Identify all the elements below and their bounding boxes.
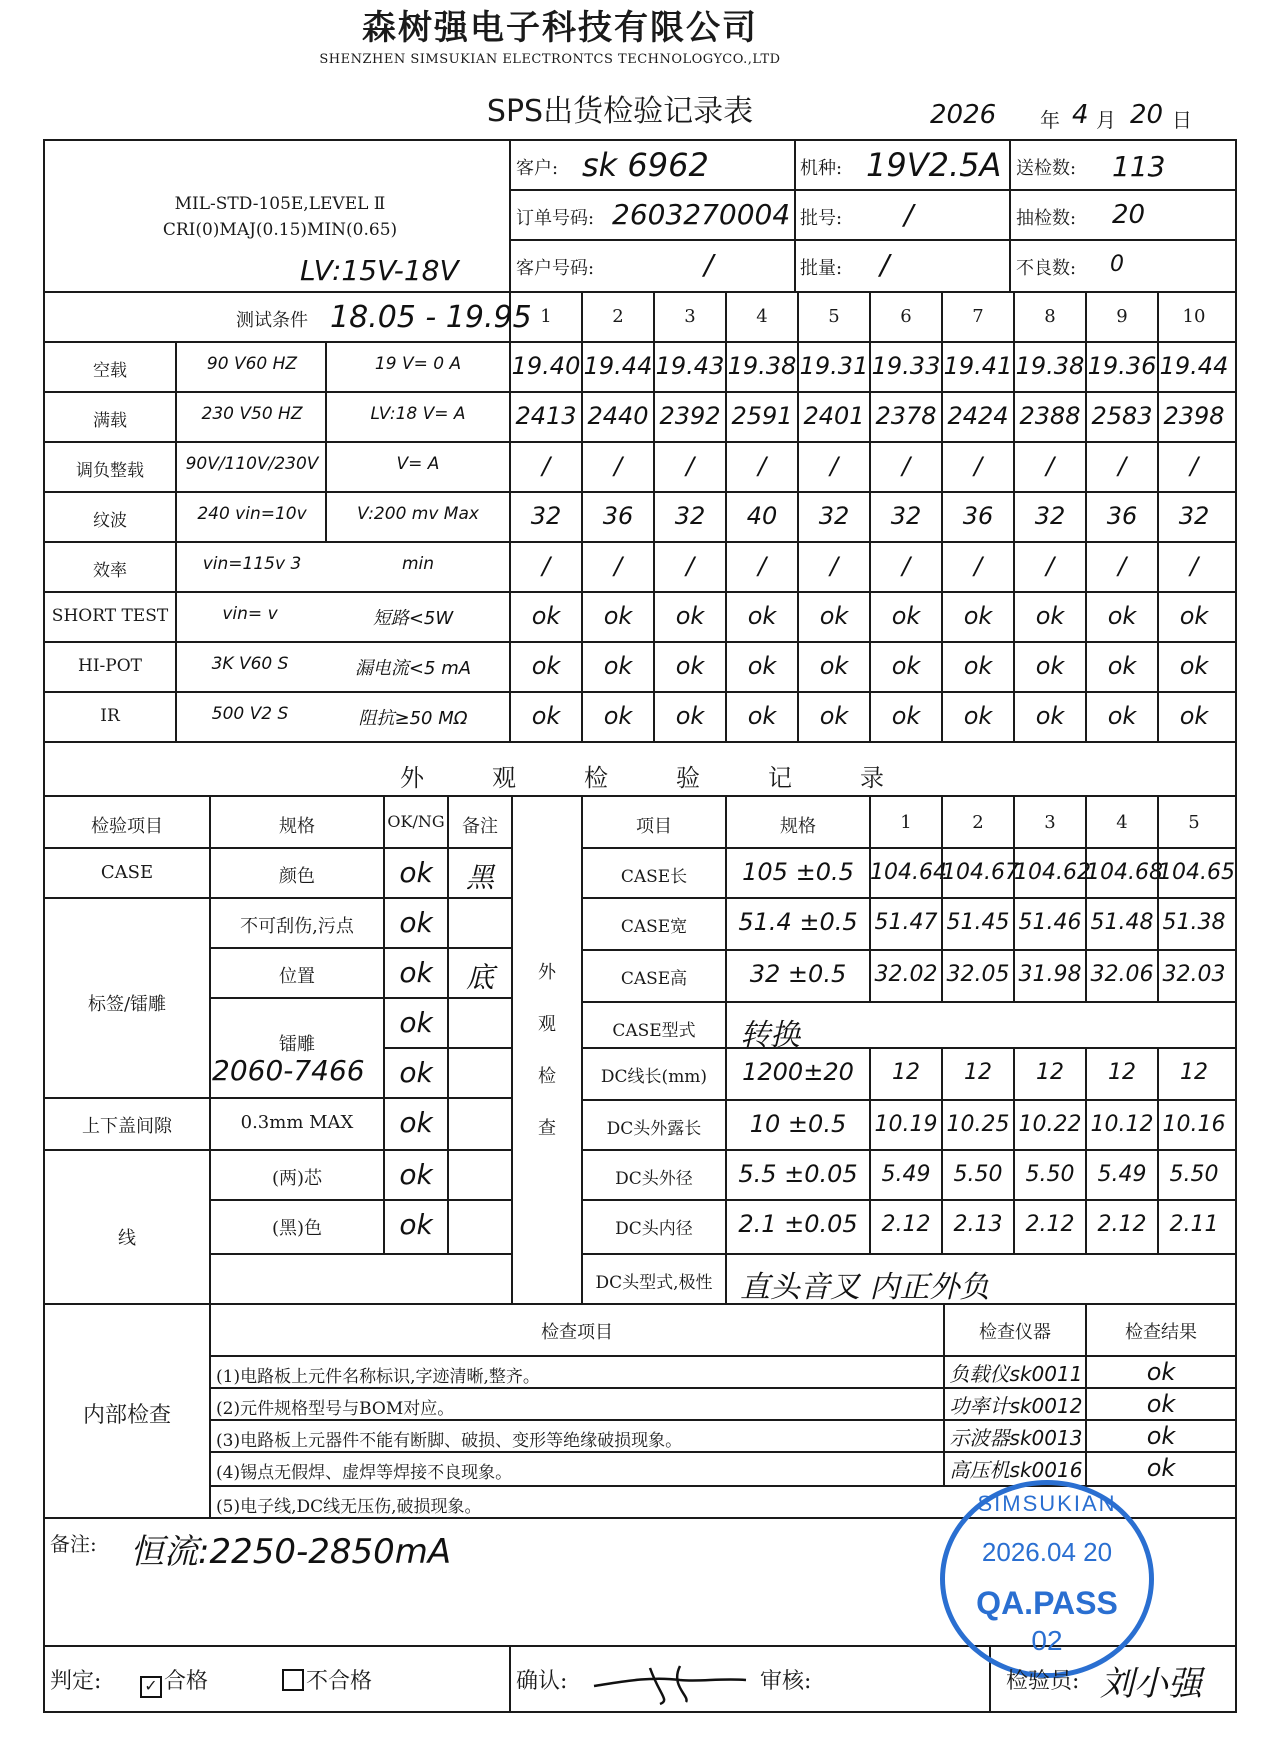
test-row-name: IR [100,706,120,726]
appearance-measure: 32.06 [1090,962,1154,987]
appearance-col-5: 5 [1188,812,1200,833]
internal-result: ok [1146,1454,1176,1482]
test-value: 2591 [731,402,793,430]
defect-label: 不良数: [1016,258,1077,279]
std-level: MIL-STD-105E,LEVEL Ⅱ [174,194,386,214]
test-value: 32 [1034,502,1066,530]
customer-value: sk 6962 [582,146,709,184]
test-value: ok [531,702,561,730]
test-value: ok [963,702,993,730]
appearance-spec-value: 1200±20 [742,1058,854,1086]
test-row-name: HI-POT [78,656,142,676]
appearance-okng: ok [399,1056,433,1089]
appearance-spec: 镭雕 [279,1034,315,1055]
test-value: / [757,452,767,480]
batch-value: / [904,198,914,231]
appearance-measure: 12 [1108,1060,1136,1085]
appearance-measure: 5.50 [953,1162,1003,1187]
test-value: / [829,452,839,480]
appearance-measure: 12 [892,1060,920,1085]
appearance-measure: 12 [1180,1060,1208,1085]
appearance-measure: 5.50 [1169,1162,1219,1187]
appearance-measure: 10.22 [1018,1112,1082,1137]
test-value: 19.38 [1015,352,1085,380]
appearance-note: 底 [465,961,494,994]
internal-check-item: (1)电路板上元件名称标识,字迹清晰,整齐。 [216,1367,540,1387]
test-value: ok [891,652,921,680]
appearance-note: 黑 [465,861,494,894]
company-name-en: SHENZHEN SIMSUKIAN ELECTRONTCS TECHNOLOGYCO.,LTD [319,52,781,67]
test-row-spec: 阻抗≥50 MΩ [358,708,468,729]
appearance-group: CASE [100,862,154,883]
test-row-condition: 240 vin=10v [197,504,307,524]
test-value: 19.31 [799,352,869,380]
test-value: / [541,452,551,480]
appearance-measure: 10.16 [1162,1112,1226,1137]
appearance-measure: 2.13 [953,1212,1003,1237]
test-row-name: 调负整载 [76,461,144,481]
test-value: / [1117,452,1127,480]
internal-result: ok [1146,1390,1176,1418]
test-value: / [685,452,695,480]
stamp-number: 02 [1031,1625,1063,1656]
appearance-item: DC线长(mm) [600,1067,708,1087]
appearance-measure: 104.67 [942,860,1019,885]
appearance-measure: 12 [964,1060,992,1085]
test-value: / [973,552,983,580]
appearance-okng: ok [399,906,433,939]
appearance-measure: 2.12 [1097,1212,1147,1237]
batch-label: 批号: [800,208,843,229]
appearance-measure: 5.49 [881,1162,931,1187]
test-value: / [1189,552,1199,580]
appearance-measure: 10.25 [946,1112,1010,1137]
stamp-pass: QA.PASS [976,1585,1118,1621]
test-value: 19.40 [511,352,581,380]
test-value: 19.38 [727,352,797,380]
custno-label: 客户号码: [516,258,595,279]
test-row-spec: LV:18 V= A [370,404,466,424]
appearance-measure: 32.03 [1162,962,1226,987]
confirm-signature [590,1656,750,1706]
test-row-name: 满载 [93,411,127,431]
order-label: 订单号码: [516,208,595,229]
fail-checkbox[interactable] [282,1669,304,1691]
test-col-4: 4 [756,306,768,327]
stamp-date: 2026.04 20 [981,1537,1113,1567]
test-value: ok [531,602,561,630]
appearance-vertical-char: 检 [538,1066,556,1087]
appearance-spec-value: 51.4 ±0.5 [738,908,858,936]
internal-check-item: (3)电路板上元器件不能有断脚、破损、变形等绝缘破损现象。 [216,1431,683,1451]
test-value: / [685,552,695,580]
day-char: 日 [1172,108,1192,132]
appearance-measure: 10.19 [874,1112,938,1137]
test-value: 32 [1178,502,1210,530]
test-value: 19.36 [1087,352,1157,380]
test-value: 19.44 [583,352,653,380]
test-value: 36 [602,502,634,530]
test-value: ok [1179,602,1209,630]
internal-instrument: 负载仪sk0011 [949,1362,1083,1386]
test-value: / [1045,552,1055,580]
test-col-5: 5 [828,306,840,327]
appearance-measure: 104.65 [1158,860,1235,885]
appearance-group: 上下盖间隙 [82,1116,172,1137]
appearance-item: DC头型式,极性 [595,1273,713,1293]
appearance-item: CASE型式 [612,1021,696,1041]
date-day: 20 [1130,100,1164,130]
appearance-vertical-char: 外 [538,962,556,983]
test-col-6: 6 [900,306,912,327]
test-value: 36 [962,502,994,530]
appearance-measure: 12 [1036,1060,1064,1085]
appearance-okng: ok [399,1208,433,1241]
appearance-item: CASE宽 [620,917,688,937]
test-value: ok [603,652,633,680]
test-row-spec: V:200 mv Max [357,504,479,524]
test-col-8: 8 [1044,306,1056,327]
appearance-measure: 31.98 [1018,962,1082,987]
test-col-1: 1 [540,306,552,327]
appearance-col-3: 3 [1044,812,1056,833]
test-value: 32 [530,502,562,530]
appearance-spec-value: 105 ±0.5 [742,858,854,886]
appearance-item: DC头内径 [615,1219,693,1239]
test-value: ok [891,702,921,730]
test-value: ok [1107,652,1137,680]
order-value: 2603270004 [612,198,791,231]
test-value: ok [531,652,561,680]
test-value: ok [891,602,921,630]
sample-label: 抽检数: [1016,208,1077,229]
test-value: 2440 [587,402,649,430]
test-value: 2392 [659,402,721,430]
appearance-spec-value: 转换 [740,1018,800,1053]
appearance-measure: 5.50 [1025,1162,1075,1187]
appearance-spec: 颜色 [279,866,315,887]
test-row-condition: 90V/110V/230V [185,454,319,474]
internal-instrument: 示波器sk0013 [949,1426,1083,1450]
internal-check-item: (2)元件规格型号与BOM对应。 [216,1399,455,1419]
internal-result: ok [1146,1422,1176,1450]
sample-value: 20 [1112,200,1146,230]
test-value: / [1045,452,1055,480]
appearance-item: DC头外露长 [606,1119,702,1139]
qa-pass-stamp [940,1480,1154,1678]
test-row-name: 空载 [93,361,127,381]
test-value: 32 [890,502,922,530]
test-value: 2583 [1091,402,1153,430]
appearance-measure: 104.64 [870,860,947,885]
test-value: / [541,552,551,580]
appearance-spec-value: 10 ±0.5 [749,1110,847,1138]
pass-label: 合格 [164,1669,209,1694]
appearance-spec-value: 直头音叉 内正外负 [740,1270,990,1305]
test-row-name: SHORT TEST [51,606,169,626]
test-value: ok [819,652,849,680]
test-value: 2424 [947,402,1009,430]
appearance-measure: 51.48 [1090,910,1154,935]
test-value: ok [819,702,849,730]
appearance-measure: 5.49 [1097,1162,1147,1187]
appearance-spec: 不可刮伤,污点 [240,916,354,937]
test-value: 19.43 [655,352,725,380]
test-value: 32 [674,502,706,530]
test-value: ok [747,652,777,680]
fail-label: 不合格 [306,1669,373,1694]
appearance-okng: ok [399,1006,433,1039]
appearance-measure: 32.05 [946,962,1010,987]
appearance-spec: (黑)色 [271,1218,323,1239]
appearance-banner-char: 外 [400,764,424,792]
test-value: ok [1035,602,1065,630]
test-value: 2413 [515,402,577,430]
appearance-okng: ok [399,956,433,989]
test-value: / [829,552,839,580]
test-row-spec: 漏电流<5 mA [354,658,472,679]
test-value: ok [963,602,993,630]
test-value: ok [1107,602,1137,630]
test-row-name: 效率 [93,561,127,581]
sent-label: 送检数: [1016,158,1077,179]
defect-value: 0 [1110,252,1124,277]
test-row-condition: vin=115v 3 [202,554,302,574]
appearance-group: 线 [118,1228,136,1249]
test-value: 32 [818,502,850,530]
appearance-okng: ok [399,1106,433,1139]
test-value: 2398 [1163,402,1225,430]
test-row-spec: V= A [396,454,440,474]
appearance-spec: (两)芯 [271,1168,323,1189]
test-value: 2378 [875,402,937,430]
test-value: ok [1035,702,1065,730]
test-value: 19.44 [1159,352,1229,380]
test-value: ok [675,602,705,630]
sent-value: 113 [1112,150,1166,183]
test-col-7: 7 [972,306,984,327]
test-col-2: 2 [612,306,624,327]
appearance-measure: 2.12 [881,1212,931,1237]
internal-check-item: (5)电子线,DC线无压伤,破损现象。 [216,1497,482,1517]
appearance-measure: 2.11 [1169,1212,1219,1237]
test-col-10: 10 [1182,306,1206,327]
review-label: 审核: [760,1669,812,1694]
appearance-okng: ok [399,856,433,889]
internal-instrument: 功率计sk0012 [949,1394,1083,1418]
qty-value: / [880,248,890,281]
model-label: 机种: [800,158,843,179]
appearance-banner-char: 观 [492,764,516,792]
date-month: 4 [1072,100,1089,130]
remarks-label: 备注: [50,1532,97,1556]
appearance-measure: 10.12 [1090,1112,1154,1137]
test-value: / [1117,552,1127,580]
test-value: ok [819,602,849,630]
test-value: 19.33 [871,352,941,380]
head-inspect-item: 检验项目 [91,816,163,837]
appearance-spec-value: 5.5 ±0.05 [738,1160,858,1188]
company-name-cn: 森树强电子科技有限公司 [362,8,758,48]
test-value: / [1189,452,1199,480]
test-value: ok [675,702,705,730]
internal-head-item: 检查项目 [541,1322,613,1343]
appearance-col-2: 2 [972,812,984,833]
internal-instrument: 高压机sk0016 [949,1458,1083,1482]
test-value: 40 [746,502,778,530]
confirm-label: 确认: [516,1669,568,1694]
test-row-condition: vin= v [222,604,278,624]
test-value: 2388 [1019,402,1081,430]
appearance-measure: 51.45 [946,910,1010,935]
appearance-measure: 51.46 [1018,910,1082,935]
appearance-spec: 0.3mm MAX [240,1112,354,1133]
appearance-banner-char: 记 [768,764,792,792]
judge-pass[interactable] [140,1664,208,1698]
inspector-label: 检验员: [1006,1669,1080,1694]
test-value: / [901,452,911,480]
judge-fail[interactable] [282,1664,372,1695]
appearance-measure: 104.62 [1014,860,1091,885]
appearance-measure: 51.38 [1162,910,1226,935]
appearance-banner-char: 检 [584,764,608,792]
appearance-spec-value: 32 ±0.5 [749,960,847,988]
test-value: / [757,552,767,580]
test-col-3: 3 [684,306,696,327]
appearance-okng: ok [399,1158,433,1191]
test-value: ok [1035,652,1065,680]
appearance-group: 标签/镭雕 [87,994,167,1015]
test-row-condition: 3K V60 S [211,654,289,674]
test-cond-value: 18.05 - 19.95 [330,300,532,335]
test-row-condition: 90 V60 HZ [206,354,298,374]
stamp-company: SIMSUKIAN [977,1491,1117,1516]
appearance-measure: 2.12 [1025,1212,1075,1237]
form-title: SPS出货检验记录表 [486,94,754,129]
test-value: ok [747,702,777,730]
test-cond-label: 测试条件 [236,310,308,331]
appearance-banner-char: 验 [676,764,700,792]
test-row-name: 纹波 [93,511,127,531]
judge-label: 判定: [50,1669,102,1694]
appearance-col-1: 1 [900,812,912,833]
test-value: ok [675,652,705,680]
internal-result: ok [1146,1358,1176,1386]
test-row-condition: 230 V50 HZ [201,404,303,424]
appearance-item: CASE长 [620,867,688,887]
test-value: ok [747,602,777,630]
test-value: ok [1179,702,1209,730]
test-row-condition: 500 V2 S [211,704,289,724]
test-row-spec: 19 V= 0 A [374,354,462,374]
test-value: ok [1107,702,1137,730]
test-value: 19.41 [943,352,1013,380]
internal-head-instrument: 检查仪器 [979,1322,1051,1343]
std-aql: CRI(0)MAJ(0.15)MIN(0.65) [162,220,398,240]
test-value: 36 [1106,502,1138,530]
internal-check-item: (4)锡点无假焊、虚焊等焊接不良现象。 [216,1463,513,1483]
appearance-vertical-char: 观 [538,1014,556,1035]
appearance-measure: 51.47 [874,910,938,935]
inspector-signature: 刘小强 [1100,1664,1202,1704]
test-value: ok [603,602,633,630]
internal-head-result: 检查结果 [1125,1322,1197,1343]
customer-label: 客户: [516,158,559,179]
test-value: / [901,552,911,580]
custno-value: / [704,248,714,281]
appearance-vertical-char: 查 [538,1118,556,1139]
appearance-col-4: 4 [1116,812,1128,833]
remarks-text: 恒流:2250-2850mA [130,1532,452,1572]
appearance-spec-value: 2.1 ±0.05 [738,1210,858,1238]
test-value: 2401 [803,402,865,430]
test-col-9: 9 [1116,306,1128,327]
appearance-banner-char: 录 [860,764,884,792]
test-value: / [613,452,623,480]
test-value: / [613,552,623,580]
std-handwritten: LV:15V-18V [300,254,459,287]
test-value: ok [1179,652,1209,680]
test-row-spec: 短路<5W [372,608,454,629]
head-note: 备注 [462,816,498,837]
test-value: / [973,452,983,480]
laser-code: 2060-7466 [212,1054,365,1087]
head-spec2: 规格 [780,816,816,837]
model-value: 19V2.5A [866,146,1002,184]
head-okng: OK/NG [387,812,445,831]
head-project: 项目 [636,816,672,837]
test-row-spec: min [401,554,435,574]
appearance-item: CASE高 [620,969,688,989]
appearance-measure: 104.68 [1086,860,1163,885]
appearance-item: DC头外径 [615,1169,693,1189]
appearance-spec: 位置 [279,966,315,987]
appearance-measure: 32.02 [874,962,938,987]
test-value: ok [603,702,633,730]
date-year: 2026 [930,100,997,130]
test-value: ok [963,652,993,680]
internal-label: 内部检查 [82,1403,171,1428]
head-spec: 规格 [279,816,315,837]
month-char: 月 [1096,108,1116,132]
year-char: 年 [1040,108,1060,132]
qty-label: 批量: [800,258,843,279]
pass-checkbox-checked[interactable]: ✓ [140,1676,162,1698]
